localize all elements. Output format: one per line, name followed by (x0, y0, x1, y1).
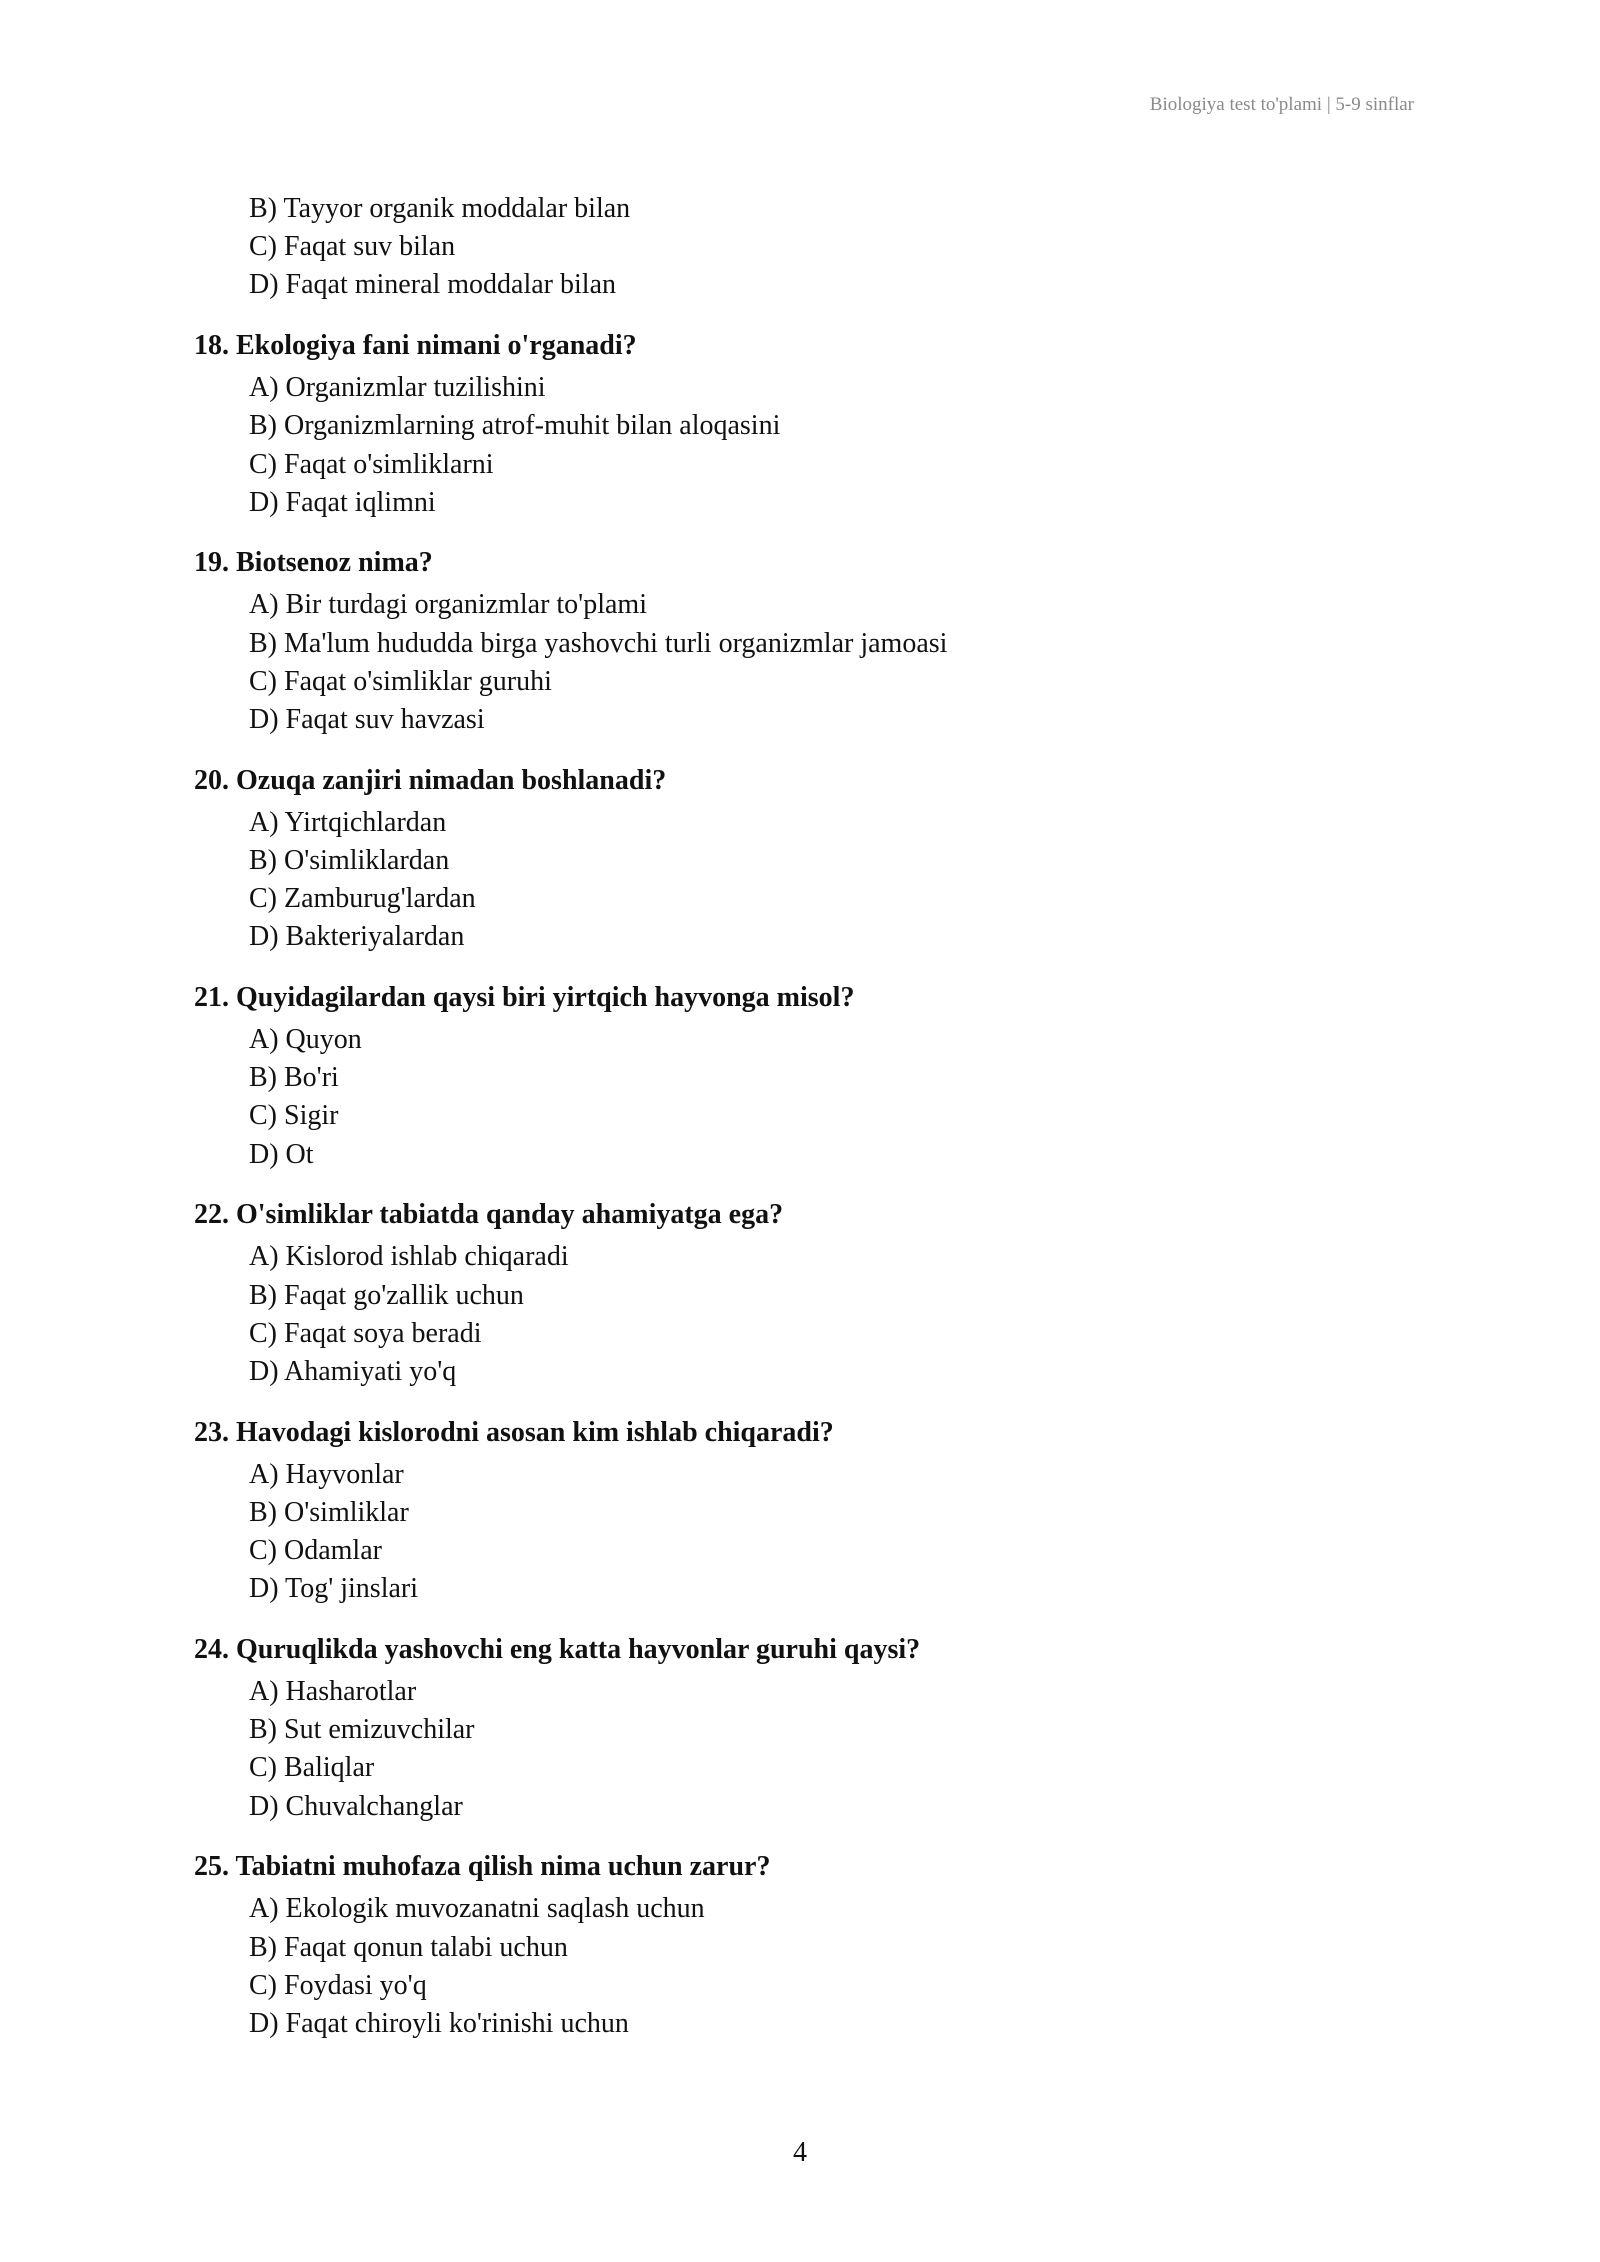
question-19 (194, 544, 1414, 739)
answer-option: A) Bir turdagi organizmlar to'plami (249, 589, 647, 621)
question-23 (194, 1414, 1414, 1609)
answer-option: A) Organizmlar tuzilishini (249, 372, 546, 404)
answer-option: D) Faqat chiroyli ko'rinishi uchun (249, 2007, 629, 2039)
answer-option: D) Faqat iqlimni (249, 486, 436, 518)
answer-option: B) Faqat qonun talabi uchun (249, 1931, 568, 1963)
answer-option: D) Tog' jinslari (249, 1573, 418, 1605)
question-title: 22. O'simliklar tabiatda qanday ahamiyatga ega? (194, 1199, 784, 1231)
answer-option: C) Sigir (249, 1100, 339, 1132)
answer-option: C) Faqat suv bilan (249, 231, 456, 263)
answer-option: D) Ot (249, 1138, 314, 1170)
question-title: 21. Quyidagilardan qaysi biri yirtqich hayvonga misol? (194, 982, 855, 1014)
answer-option: C) Faqat o'simliklarni (249, 448, 494, 480)
question-18 (194, 327, 1414, 522)
test-content (194, 190, 1414, 2043)
question-title: 23. Havodagi kislorodni asosan kim ishlab chiqaradi? (194, 1416, 834, 1448)
answer-option: C) Faqat soya beradi (249, 1317, 482, 1349)
answer-option: D) Chuvalchanglar (249, 1790, 463, 1822)
answer-option: C) Faqat o'simliklar guruhi (249, 665, 552, 697)
answer-option: C) Zamburug'lardan (249, 883, 476, 915)
question-25 (194, 1848, 1414, 2043)
question-24 (194, 1631, 1414, 1826)
answer-option: A) Kislorod ishlab chiqaradi (249, 1241, 569, 1273)
answer-option: C) Odamlar (249, 1535, 382, 1567)
question-title: 18. Ekologiya fani nimani o'rganadi? (194, 330, 637, 362)
running-header: Biologiya test to'plami | 5-9 sinflar (1149, 94, 1414, 115)
answer-option: A) Yirtqichlardan (249, 806, 447, 838)
question-21 (194, 979, 1414, 1174)
question-22 (194, 1196, 1414, 1391)
answer-option: B) Organizmlarning atrof-muhit bilan aloqasini (249, 410, 781, 442)
answer-option: D) Bakteriyalardan (249, 921, 465, 953)
question-title: 24. Quruqlikda yashovchi eng katta hayvonlar guruhi qaysi? (194, 1633, 921, 1665)
answer-option: A) Quyon (249, 1024, 362, 1056)
answer-option: A) Hayvonlar (249, 1458, 404, 1490)
answer-option: B) O'simliklar (249, 1496, 409, 1528)
answer-option: C) Foydasi yo'q (249, 1969, 427, 2001)
answer-option: D) Faqat mineral moddalar bilan (249, 269, 616, 301)
answer-option: B) Ma'lum hududda birga yashovchi turli organizmlar jamoasi (249, 627, 948, 659)
answer-option: B) Bo'ri (249, 1062, 339, 1094)
question-title: 20. Ozuqa zanjiri nimadan boshlanadi? (194, 764, 667, 796)
answer-option: D) Ahamiyati yo'q (249, 1355, 457, 1387)
answer-option: C) Baliqlar (249, 1752, 375, 1784)
answer-option: B) O'simliklardan (249, 844, 450, 876)
answer-option: B) Tayyor organik moddalar bilan (249, 193, 631, 224)
answer-option: B) Faqat go'zallik uchun (249, 1279, 524, 1311)
answer-option: A) Ekologik muvozanatni saqlash uchun (249, 1893, 705, 1925)
answer-option: D) Faqat suv havzasi (249, 704, 485, 736)
question-title: 25. Tabiatni muhofaza qilish nima uchun zarur? (194, 1851, 771, 1883)
answer-option: B) Sut emizuvchilar (249, 1714, 475, 1746)
page-number: 4 (793, 2137, 807, 2168)
continued-question (194, 190, 1414, 305)
question-title: 19. Biotsenoz nima? (194, 547, 433, 579)
answer-option: A) Hasharotlar (249, 1675, 417, 1707)
question-20 (194, 762, 1414, 957)
